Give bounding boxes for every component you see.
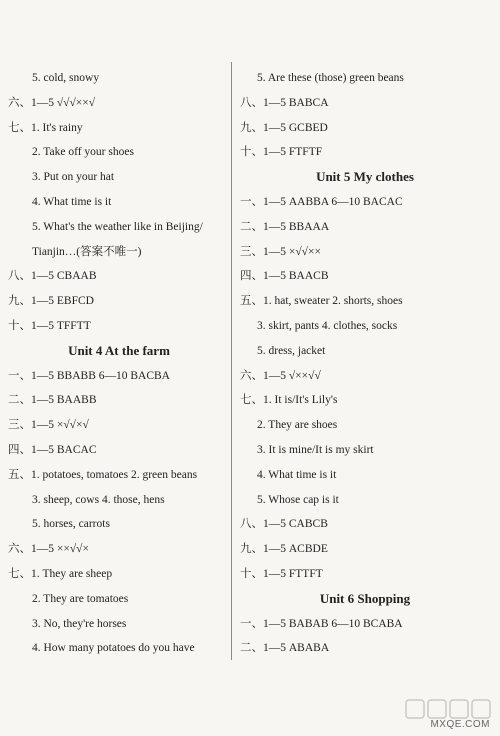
unit-heading: Unit 5 My clothes: [316, 169, 414, 185]
answer-line: 3. No, they're horses: [32, 617, 127, 630]
answer-line: 4. What time is it: [32, 195, 112, 208]
answer-line: 八、1—5 CABCB: [240, 518, 328, 531]
answer-line: 三、1—5 ×√√××: [240, 245, 321, 258]
answer-line: 二、1—5 BBAAA: [240, 220, 330, 233]
left-answer-column: [8, 66, 230, 661]
answer-line: 一、1—5 BBABB 6—10 BACBA: [8, 369, 170, 382]
answer-line: 十、1—5 TFFTT: [8, 319, 91, 332]
answer-line: 五、1. potatoes, tomatoes 2. green beans: [8, 468, 198, 481]
unit-heading: Unit 4 At the farm: [68, 342, 170, 358]
unit-heading: Unit 6 Shopping: [319, 590, 411, 606]
answer-line: 一、1—5 AABBA 6—10 BACAC: [240, 195, 403, 208]
answer-line: 3. sheep, cows 4. those, hens: [32, 493, 165, 506]
answer-line: 5. What's the weather like in Beijing/: [32, 220, 203, 233]
answer-line: 七、1. It is/It's Lily's: [240, 394, 338, 407]
answer-line: 三、1—5 ×√√×√: [8, 419, 89, 432]
answer-line: 5. dress, jacket: [257, 344, 326, 357]
right-answer-column: [240, 66, 490, 661]
answer-line: 七、1. It's rainy: [8, 121, 83, 134]
answer-line: 5. Are these (those) green beans: [257, 72, 404, 84]
answer-line: 十、1—5 FTFTF: [240, 146, 323, 159]
answer-line: 九、1—5 EBFCD: [8, 295, 94, 308]
column-divider: [231, 62, 232, 660]
answer-line: 四、1—5 BACAC: [8, 443, 97, 456]
answer-line: 六、1—5 ××√√×: [8, 543, 89, 556]
answer-line: 4. What time is it: [257, 468, 337, 481]
answer-line: 3. skirt, pants 4. clothes, socks: [257, 319, 398, 332]
answer-line: 2. They are tomatoes: [32, 592, 129, 605]
answer-line: Tianjin…(答案不唯一): [32, 245, 142, 258]
answer-line: 3. It is mine/It is my skirt: [257, 443, 374, 456]
answer-line: 八、1—5 BABCA: [240, 96, 329, 109]
answer-line: 二、1—5 ABABA: [240, 642, 330, 655]
answer-line: 4. How many potatoes do you have: [32, 642, 195, 655]
answer-line: 六、1—5 √××√√: [240, 369, 321, 382]
answer-line: 七、1. They are sheep: [8, 567, 113, 580]
answer-line: 十、1—5 FTTFT: [240, 567, 323, 580]
answer-line: 二、1—5 BAABB: [8, 394, 97, 407]
answer-line: 五、1. hat, sweater 2. shorts, shoes: [240, 295, 403, 308]
answer-line: 2. Take off your shoes: [32, 146, 134, 159]
answer-line: 九、1—5 GCBED: [240, 121, 328, 134]
answer-line: 5. Whose cap is it: [257, 493, 339, 506]
answer-line: 一、1—5 BABAB 6—10 BCABA: [240, 617, 403, 630]
answer-line: 六、1—5 √√√××√: [8, 96, 96, 109]
answer-line: 5. cold, snowy: [32, 72, 100, 84]
answer-line: 2. They are shoes: [257, 419, 338, 432]
answer-line: 四、1—5 BAACB: [240, 270, 329, 283]
answer-line: 5. horses, carrots: [32, 518, 110, 531]
watermark-text: MXQE.COM: [430, 719, 490, 730]
answer-line: 九、1—5 ACBDE: [240, 543, 328, 556]
answer-line: 八、1—5 CBAAB: [8, 270, 97, 283]
answer-line: 3. Put on your hat: [32, 171, 115, 184]
